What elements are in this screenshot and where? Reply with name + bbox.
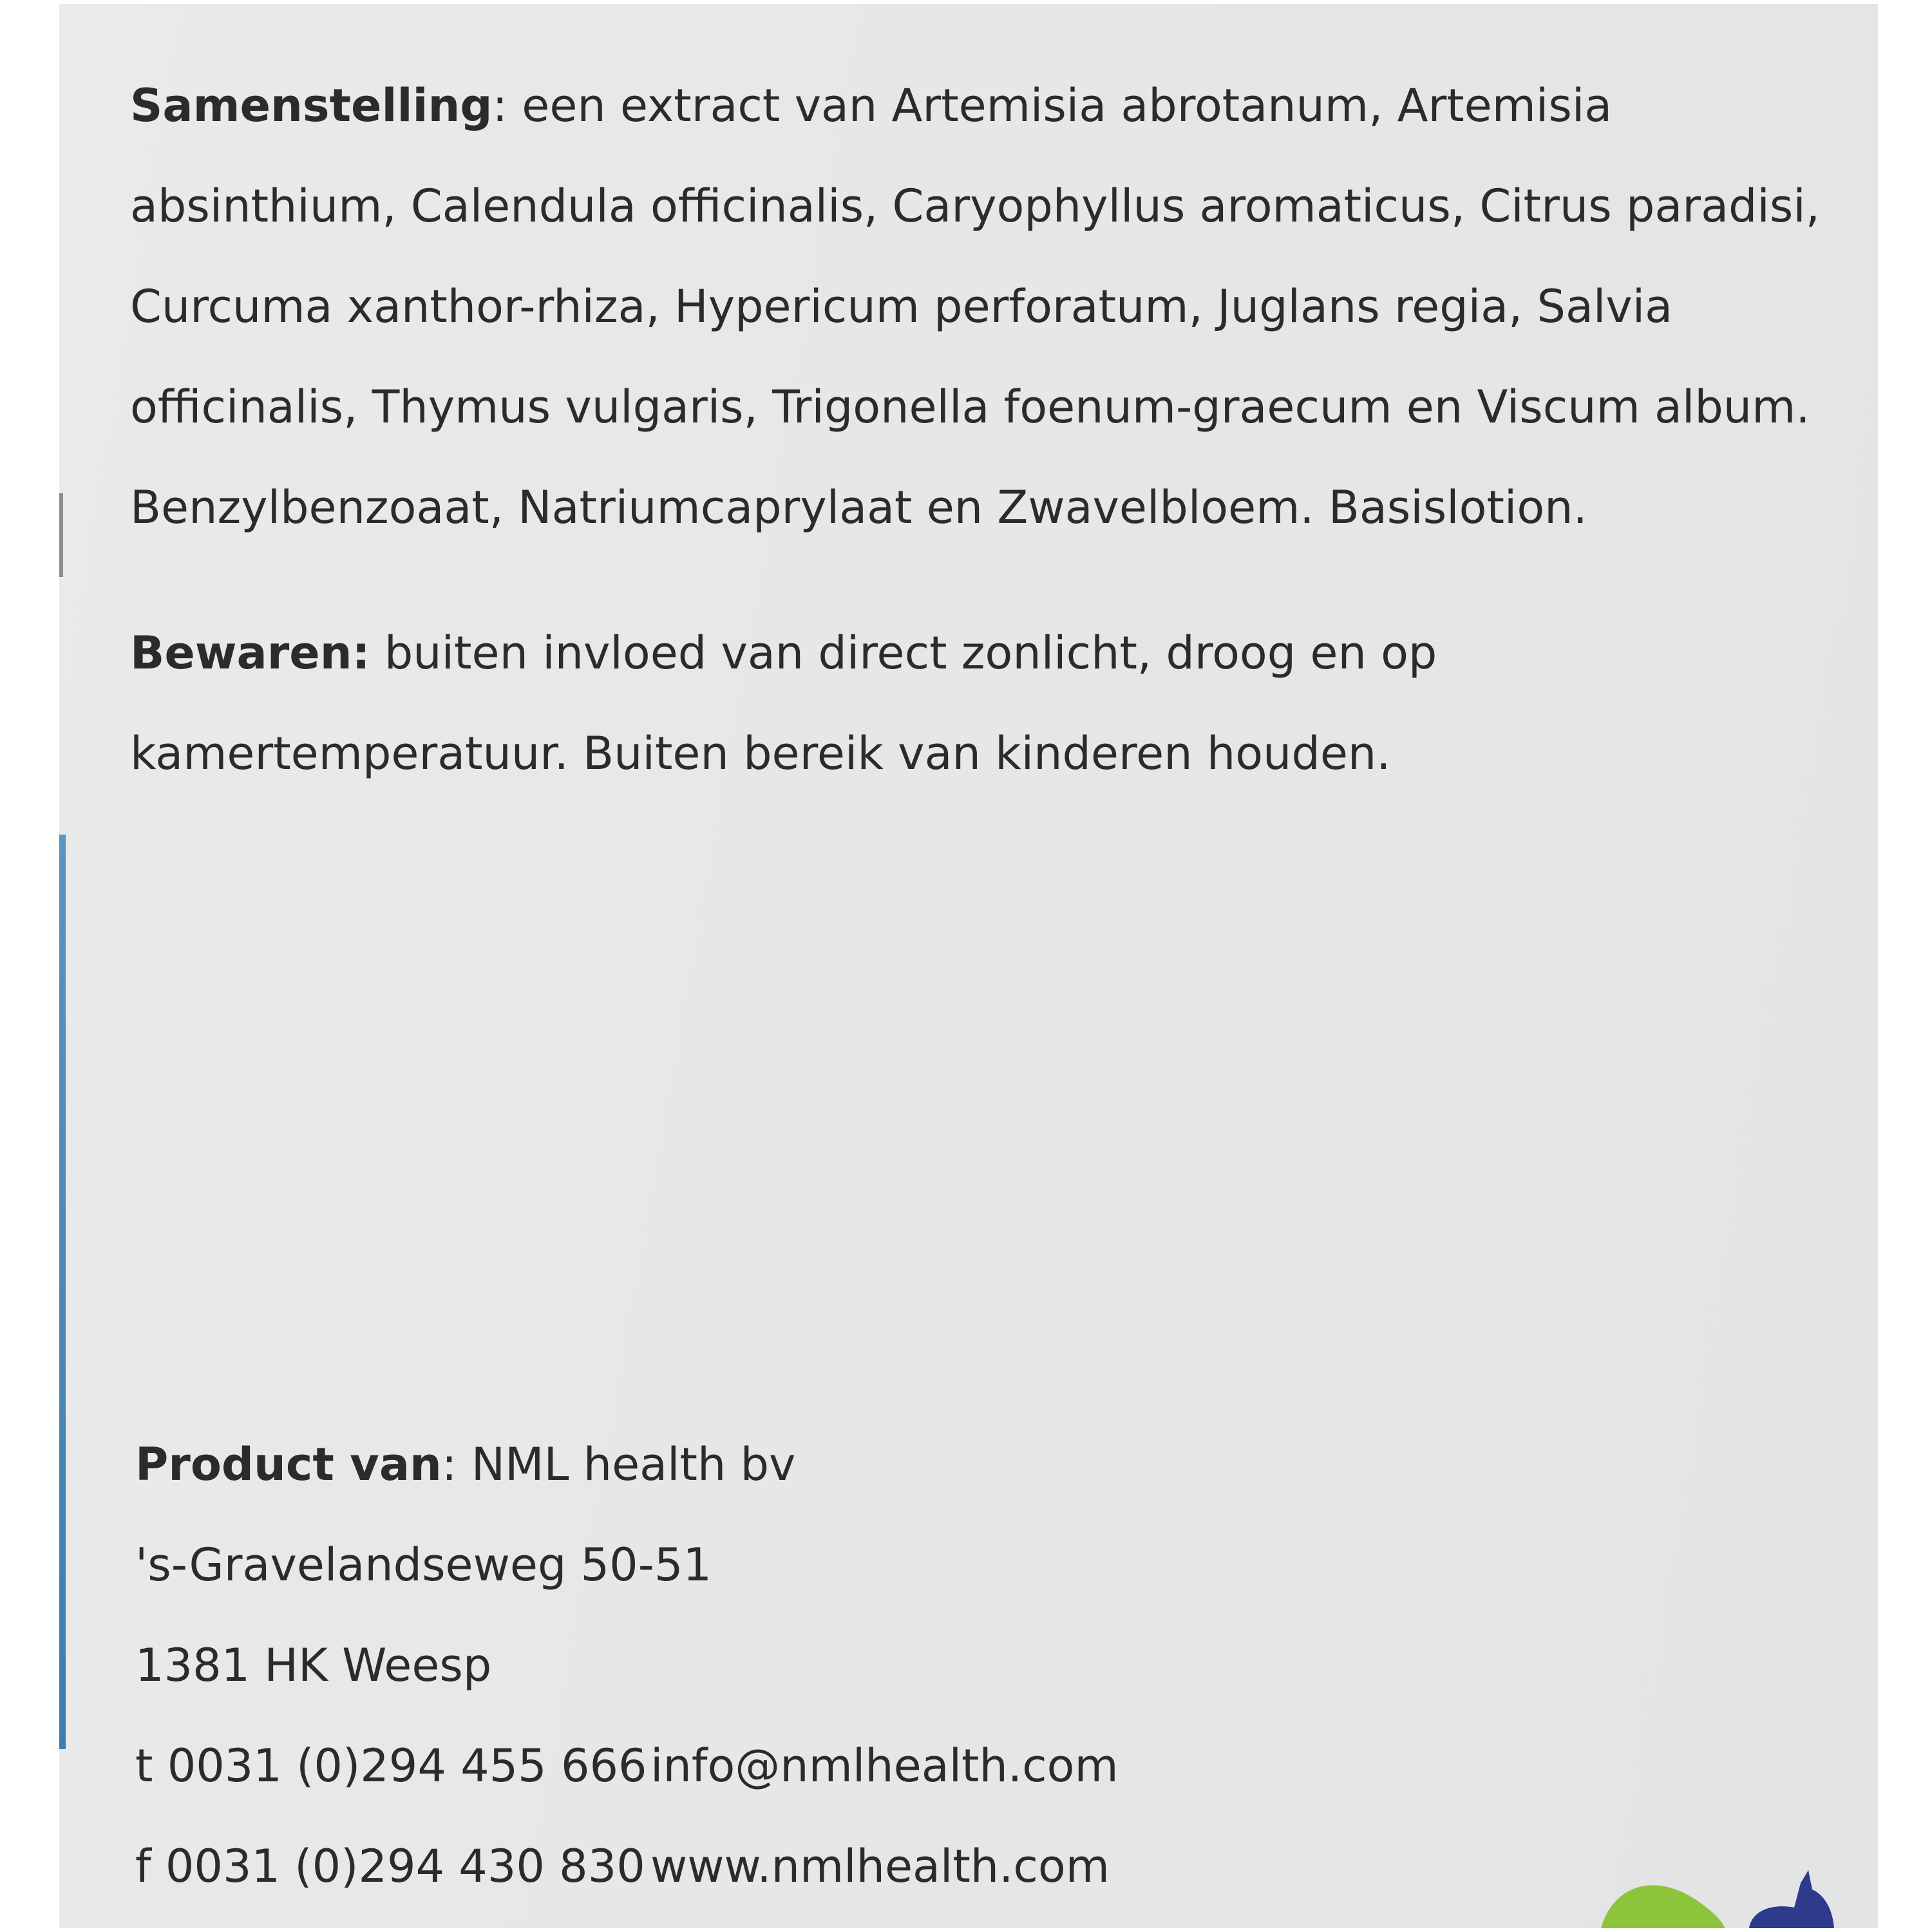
storage-label: Bewaren: [130, 627, 370, 679]
composition-text: : een extract van Artemisia abrotanum, Artemisia absinthium, Calendula officinalis, Caryophyllus aromaticus, Citrus paradisi, Curcuma xanthor-rhiza, Hypericum perforatum, Juglans regia, Salvia officinalis, Thymus vulgaris, Trigonella foenum-graecum en Viscum album. Benzylbenzoaat, Natriumcaprylaat en Zwavelbloem. Basislotion. [130, 79, 1821, 534]
storage-section [130, 603, 1878, 804]
label-edge-shadow [59, 493, 63, 577]
manufacturer-line [135, 1414, 1119, 1515]
composition-label: Samenstelling [130, 79, 493, 132]
product-label [59, 4, 1878, 1928]
composition-paragraph [130, 55, 1878, 558]
manufacturer-section [135, 1414, 1119, 1917]
composition-section [130, 55, 1878, 558]
manufacturer-email: info@nmlhealth.com [650, 1739, 1119, 1792]
logo-green-leaf [1601, 1885, 1725, 1928]
manufacturer-street: 's-Gravelandseweg 50-51 [135, 1539, 712, 1591]
brand-logo-partial [1588, 1844, 1859, 1928]
label-edge-stripe [59, 835, 66, 1749]
manufacturer-name: : NML health bv [441, 1438, 796, 1491]
manufacturer-postal-city: 1381 HK Weesp [135, 1639, 492, 1692]
fax-website-row [135, 1816, 1119, 1917]
storage-text: buiten invloed van direct zonlicht, droog en op kamertemperatuur. Buiten bereik van kinderen houden. [130, 627, 1437, 780]
manufacturer-website: www.nmlhealth.com [650, 1840, 1110, 1893]
manufacturer-label: Product van [135, 1438, 442, 1491]
logo-blue-animal [1749, 1870, 1834, 1928]
manufacturer-fax: f 0031 (0)294 430 830 [135, 1840, 645, 1893]
phone-email-row [135, 1716, 1119, 1816]
storage-paragraph [130, 603, 1878, 804]
manufacturer-phone: t 0031 (0)294 455 666 [135, 1739, 647, 1792]
